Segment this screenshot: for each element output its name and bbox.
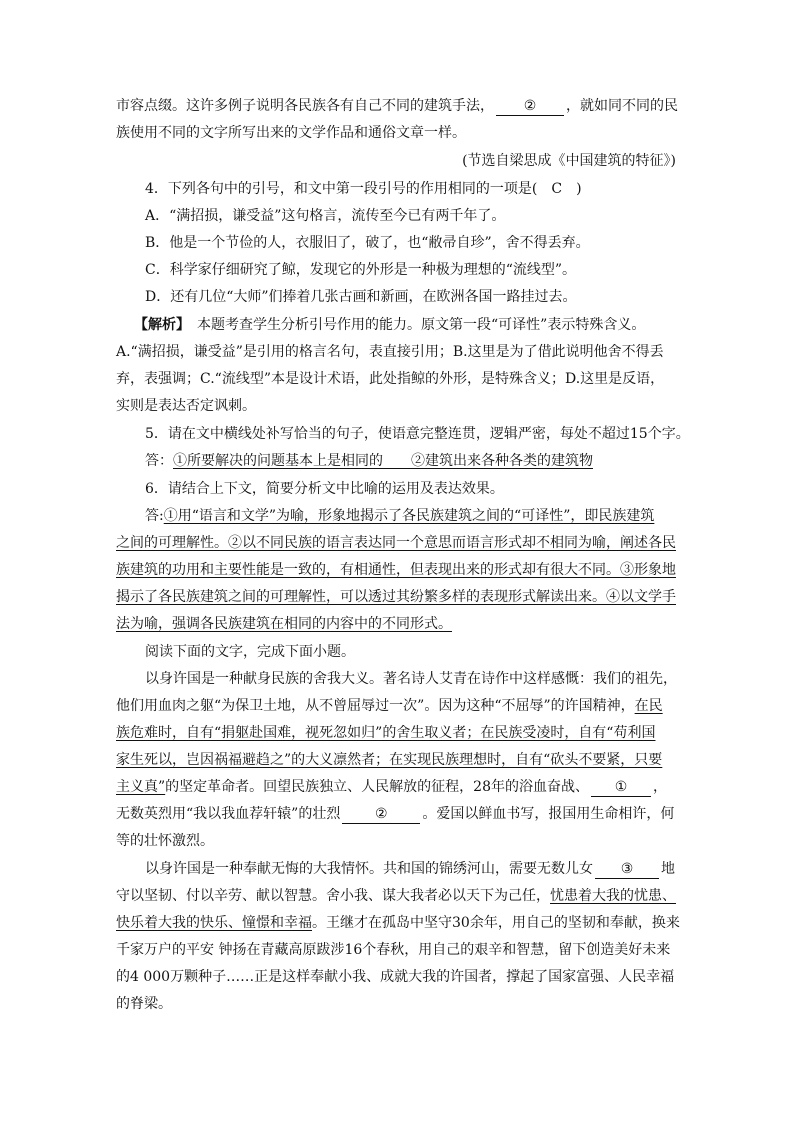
passage-line xyxy=(116,913,680,933)
analysis-label: 【解析】 xyxy=(134,317,183,333)
text: 本题考查学生分析引号作用的能力。原文第一段“可译性”表示特殊含义。 xyxy=(183,317,646,333)
passage-line xyxy=(116,804,680,824)
passage-line: 千家万户的平安 钟扬在青藏高原跋涉16个春秋，用自己的艰辛和智慧，留下创造美好未来 xyxy=(116,942,671,958)
text: 忧患着大我的忧患、 xyxy=(550,888,676,904)
text: 在民 xyxy=(634,698,663,714)
passage-line: 的4 000万颗种子……正是这样奉献小我、成就大我的许国者，撑起了国家富强、人民幸福 xyxy=(116,969,675,985)
answer-5 xyxy=(145,451,709,471)
passage-line xyxy=(116,696,680,716)
source-citation: (节选自梁思成《中国建筑的特征》) xyxy=(462,153,676,169)
option-c: C．科学家仔细研究了鲸，发现它的外形是一种极为理想的“流线型”。 xyxy=(145,262,577,278)
blank-2: ② xyxy=(496,98,564,116)
answer-6-line: 族建筑的功用和主要性能是一致的，有相通性，但表现出来的形式却有很大不同。③形象地 xyxy=(116,562,676,578)
text: 地 xyxy=(661,861,675,877)
text: ， xyxy=(653,779,667,795)
passage-line xyxy=(116,886,680,906)
blank-1: ① xyxy=(591,779,651,797)
option-a: A．“满招损，谦受益”这句格言，流传至今已有两千年了。 xyxy=(145,208,506,224)
text: 以身许国是一种奉献无悔的大我情怀。共和国的锦绣河山，需要无数儿女 xyxy=(145,861,593,877)
text: 主义真” xyxy=(116,779,166,795)
text: 快乐着大我的快乐、憧憬和幸福 xyxy=(116,915,312,931)
option-d: D．还有几位“大师”们捧着几张古画和新画，在欧洲各国一路挂过去。 xyxy=(145,289,577,305)
text: 。爱国以鲜血书写，报国用生命相许，何 xyxy=(422,806,675,822)
question-6: 6．请结合上下文，简要分析文中比喻的运用及表达效果。 xyxy=(145,481,504,497)
text: 他们用血肉之躯“为保卫土地，从不曾屈辱过一次”。因为这种“不屈辱”的许国精神， xyxy=(116,698,635,714)
question-5: 5．请在文中横线处补写恰当的句子，使语意完整连贯，逻辑严密，每处不超过15个字。 xyxy=(145,426,690,442)
text: 。王继才在孤岛中坚守30余年，用自己的坚韧和奉献，换来 xyxy=(312,915,680,931)
blank-3: ③ xyxy=(595,861,659,879)
answer-6-line xyxy=(145,506,709,526)
answer-label: 答: xyxy=(145,508,164,524)
option-b: B．他是一个节俭的人，衣服旧了，破了，也“敝帚自珍”，舍不得丢弃。 xyxy=(145,235,590,251)
answer-text: ①用“语言和文学”为喻，形象地揭示了各民族建筑之间的“可译性”，即民族建筑 xyxy=(163,508,655,524)
answer-label: 答： xyxy=(145,453,173,469)
passage-line: 的脊梁。 xyxy=(116,996,172,1012)
answer-6-line: 之间的可理解性。②以不同民族的语言表达同一个意思而语言形式却不相同为喻，阐述各民 xyxy=(116,535,676,551)
analysis-line xyxy=(134,315,698,335)
passage-line: 等的壮怀激烈。 xyxy=(116,833,214,849)
passage-line xyxy=(116,777,680,797)
text: 守以坚韧、付以辛劳、献以智慧。舍小我、谋大我者必以天下为己任， xyxy=(116,888,550,904)
answer-text: ①所要解决的问题基本上是相同的 ②建筑出来各种各类的建筑物 xyxy=(173,453,593,469)
passage-line: 家生死以，岂因祸福避趋之”的大义凛然者；在实现民族理想时，自有“砍头不要紧，只要 xyxy=(116,752,663,768)
text: 无数英烈用“我以我血荐轩辕”的壮烈 xyxy=(116,806,341,822)
analysis-line: 弃，表强调；C.“流线型”本是设计术语，此处指鲸的外形，是特殊含义；D.这里是反语， xyxy=(116,371,665,387)
blank-2b: ② xyxy=(342,806,420,824)
reading-instruction: 阅读下面的文字，完成下面小题。 xyxy=(145,644,355,660)
text: 的坚定革命者。回望民族独立、人民解放的征程，28年的浴血奋战、 xyxy=(165,779,589,795)
answer-6-line: 揭示了各民族建筑之间的可理解性，可以透过其纷繁多样的表现形式解读出来。④以文学手 xyxy=(116,589,676,605)
passage-line xyxy=(116,96,680,116)
analysis-line: A.“满招损，谦受益”是引用的格言名句，表直接引用；B.这里是为了借此说明他舍不得丢 xyxy=(116,344,664,360)
analysis-line: 实则是表达否定讽刺。 xyxy=(116,398,256,414)
text: 市容点缀。这许多例子说明各民族各有自己不同的建筑手法， xyxy=(116,98,494,114)
passage-line: 以身许国是一种献身民族的舍我大义。著名诗人艾青在诗作中这样感慨：我们的祖先， xyxy=(145,671,677,687)
passage-line xyxy=(145,859,709,879)
passage-line: 族使用不同的文字所写出来的文学作品和通俗文章一样。 xyxy=(116,125,466,141)
text: ，就如同不同的民 xyxy=(566,98,678,114)
question-4: 4．下列各句中的引号，和文中第一段引号的作用相同的一项是( C ) xyxy=(145,181,582,197)
answer-6-line: 法为喻，强调各民族建筑在相同的内容中的不同形式。 xyxy=(116,616,452,632)
passage-line: 族危难时，自有“捐躯赴国难，视死忽如归”的舍生取义者；在民族受凌时，自有“苟利国 xyxy=(116,725,656,741)
